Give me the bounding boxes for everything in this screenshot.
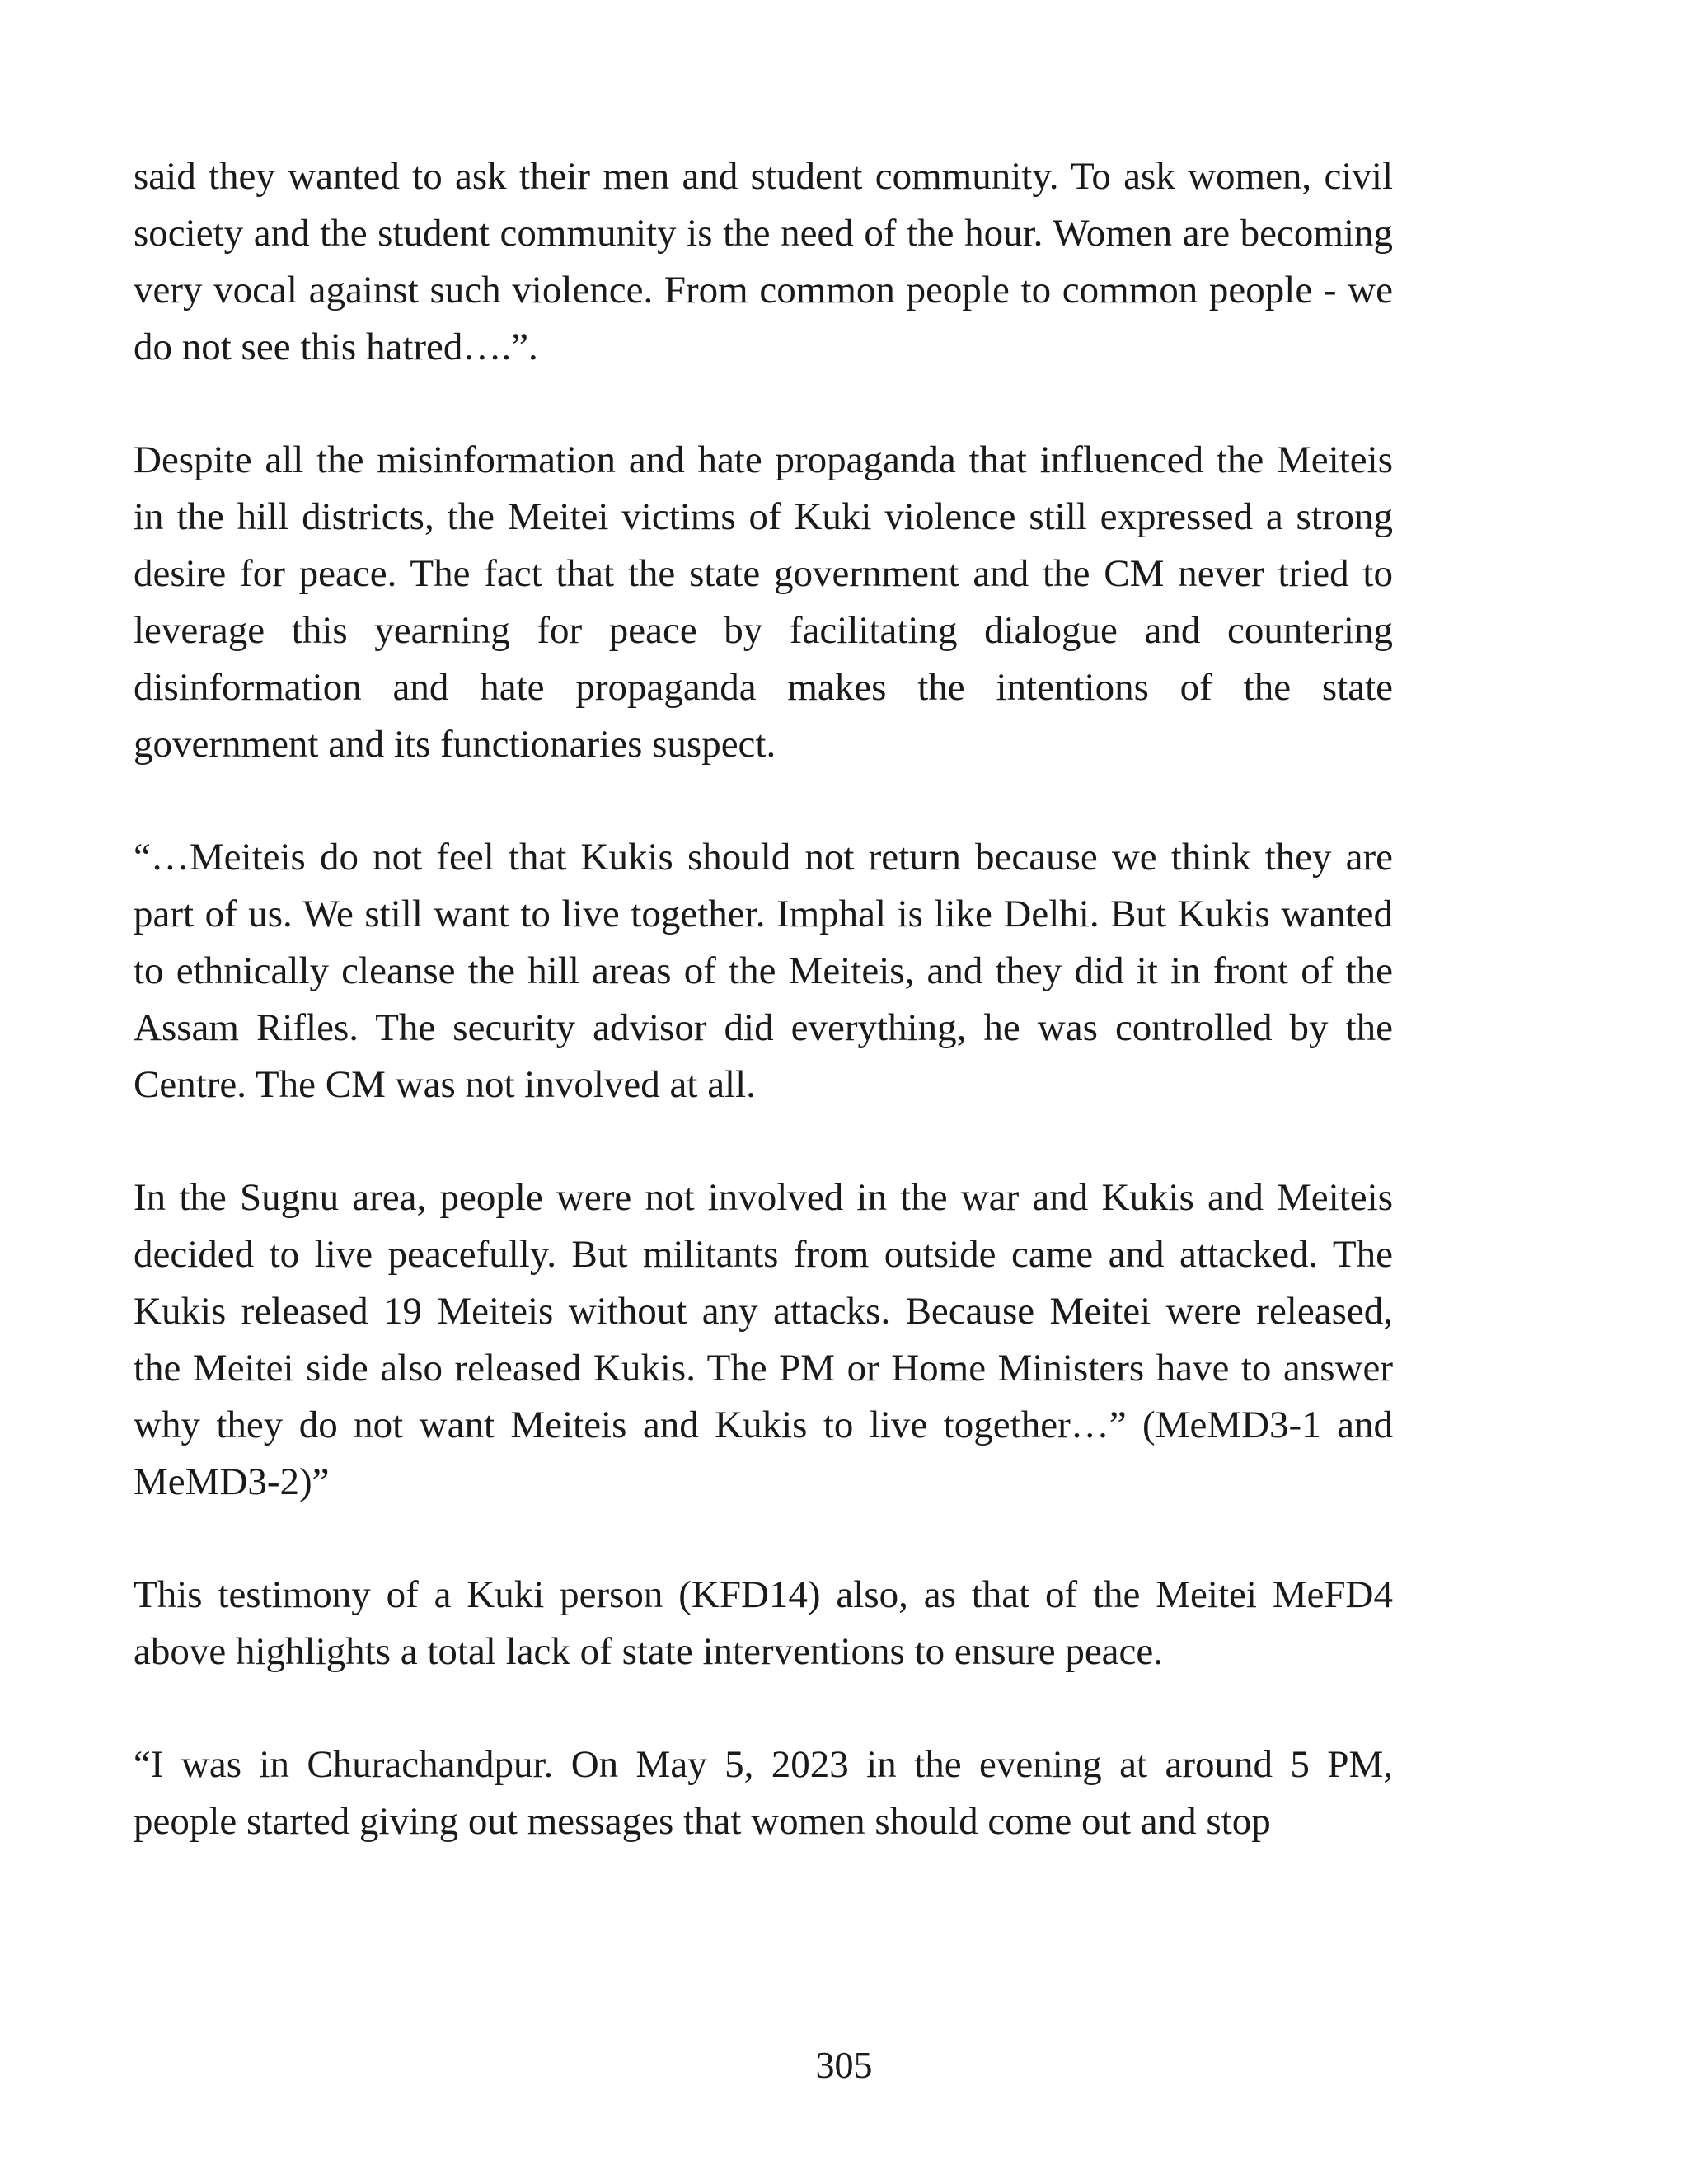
page-number: 305 [815, 2044, 873, 2086]
paragraph-4: In the Sugnu area, people were not involved in the war and Kukis and Meiteis decided to live peacefully. But militants from outside came and attacked. The Kukis released 19 Meiteis without any attacks. Because Meitei were released, the Meitei side also released Kukis. The PM or Home Ministers have to answer why they do not want Meiteis and Kukis to live together…” (MeMD3-1 and MeMD3-2)” [134, 1176, 1393, 1503]
paragraph-2: Despite all the misinformation and hate propaganda that influenced the Meiteis in the hill districts, the Meitei victims of Kuki violence still expressed a strong desire for peace. The fact that the state government and the CM never tried to leverage this yearning for peace by facilitating dialogue and countering disinformation and hate propaganda makes the intentions of the state government and its functionaries suspect. [134, 438, 1393, 766]
paragraph-6: “I was in Churachandpur. On May 5, 2023 in the evening at around 5 PM, people started giving out messages that women should come out and stop [134, 1743, 1393, 1843]
page-body [134, 148, 1393, 1906]
paragraph-1: said they wanted to ask their men and student community. To ask women, civil society and the student community is the need of the hour. Women are becoming very vocal against such violence. From common people to common people - we do not see this hatred….”. [134, 155, 1393, 368]
paragraph-5: This testimony of a Kuki person (KFD14) also, as that of the Meitei MeFD4 above highlights a total lack of state interventions to ensure peace. [134, 1573, 1393, 1673]
paragraph-3: “…Meiteis do not feel that Kukis should not return because we think they are part of us. We still want to live together. Imphal is like Delhi. But Kukis wanted to ethnically cleanse the hill areas of the Meiteis, and they did it in front of the Assam Rifles. The security advisor did everything, he was controlled by the Centre. The CM was not involved at all. [134, 836, 1393, 1106]
